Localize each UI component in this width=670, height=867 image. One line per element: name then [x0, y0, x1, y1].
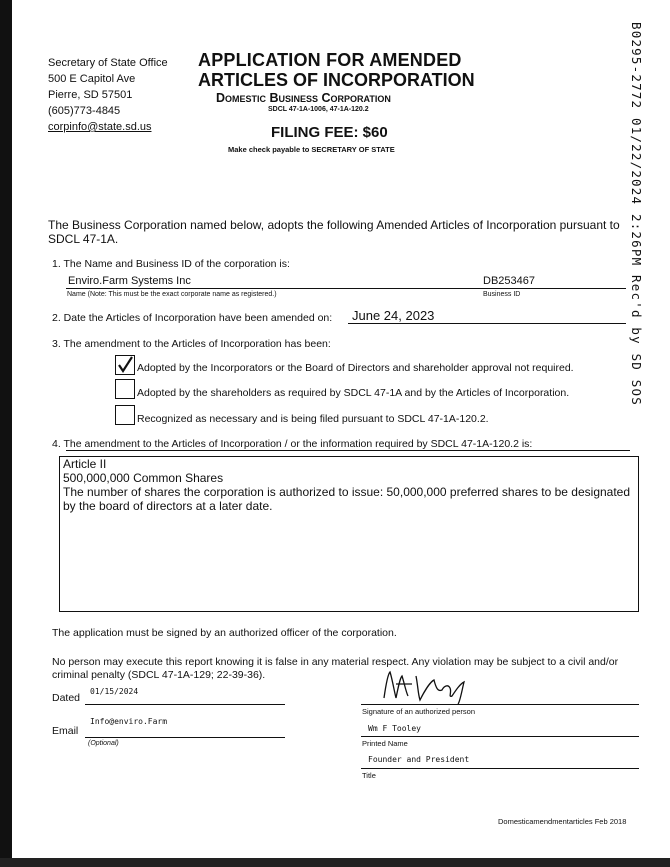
- item3-label: 3. The amendment to the Articles of Incorporation has been:: [52, 338, 331, 350]
- office-street: 500 E Capitol Ave: [48, 73, 136, 85]
- payable-note: Make check payable to SECRETARY OF STATE: [228, 145, 395, 154]
- business-id-caption: Business ID: [483, 291, 521, 298]
- penalty-text: No person may execute this report knowing it is false in any material respect. Any violation may be subject to a civil and/or criminal penalty (SDCL 47-1A-129; 22-39-36).: [52, 656, 619, 681]
- email-field[interactable]: Info@enviro.Farm: [90, 717, 168, 726]
- scan-bottom-edge: [0, 858, 670, 867]
- amendment-line1: Article II: [63, 457, 107, 471]
- item4-underline: [66, 450, 630, 451]
- intro-text: The Business Corporation named below, adopts the following Amended Articles of Incorporation pursuant to SDCL 47-1A.: [48, 218, 620, 246]
- corp-name-caption: Name (Note: This must be the exact corporate name as registered.): [67, 291, 277, 298]
- printed-name-underline: [361, 736, 639, 737]
- email-label: Email: [52, 725, 79, 737]
- form-footer: Domesticamendmentarticles Feb 2018: [498, 817, 627, 826]
- option3-checkbox[interactable]: [115, 405, 135, 425]
- dated-label: Dated: [52, 692, 81, 704]
- printed-name-field[interactable]: Wm F Tooley: [368, 724, 421, 733]
- office-name: Secretary of State Office: [48, 57, 168, 69]
- item1-underline: [66, 288, 626, 289]
- corp-name-field[interactable]: Enviro.Farm Systems Inc: [68, 275, 191, 287]
- office-phone: (605)773-4845: [48, 105, 121, 117]
- printed-name-caption: Printed Name: [362, 739, 408, 748]
- option1-checkbox[interactable]: [115, 355, 135, 375]
- dated-field[interactable]: 01/15/2024: [90, 687, 139, 696]
- option3-label: Recognized as necessary and is being filed pursuant to SDCL 47-1A-120.2.: [137, 413, 489, 425]
- email-caption: (Optional): [88, 740, 119, 747]
- item1-label: 1. The Name and Business ID of the corporation is:: [52, 258, 290, 270]
- business-id-field[interactable]: DB253467: [483, 275, 535, 287]
- amended-date-field[interactable]: June 24, 2023: [352, 308, 435, 323]
- sign-note: The application must be signed by an authorized officer of the corporation.: [52, 627, 397, 639]
- received-stamp: B0295-2772 01/22/2024 2:26PM Rec'd by SD SOS: [629, 22, 644, 406]
- title-field[interactable]: Founder and President: [368, 755, 470, 764]
- form-title-line2: ARTICLES OF INCORPORATION: [198, 70, 475, 90]
- office-city: Pierre, SD 57501: [48, 89, 133, 101]
- title-caption: Title: [362, 771, 376, 780]
- title-underline: [361, 768, 639, 769]
- form-title-line1: APPLICATION FOR AMENDED: [198, 50, 462, 70]
- option2-checkbox[interactable]: [115, 379, 135, 399]
- option1-label: Adopted by the Incorporators or the Board of Directors and shareholder approval not required.: [137, 362, 574, 374]
- signature-underline: [361, 704, 639, 705]
- scan-left-edge: [0, 0, 12, 867]
- form-subtitle: Domestic Business Corporation: [216, 91, 391, 105]
- item2-label: 2. Date the Articles of Incorporation have been amended on:: [52, 312, 333, 324]
- item4-label: 4. The amendment to the Articles of Incorporation / or the information required by SDCL 47-1A-120.2 is:: [52, 438, 533, 450]
- amendment-line3: The number of shares the corporation is authorized to issue: 50,000,000 preferred shares to be designated by the board of directors at a later date.: [63, 485, 631, 513]
- item2-underline: [348, 323, 626, 324]
- checkmark-icon: [116, 356, 134, 374]
- signature-caption: Signature of an authorized person: [362, 707, 475, 716]
- filing-fee: FILING FEE: $60: [271, 124, 388, 141]
- amendment-textbox[interactable]: [59, 456, 639, 612]
- office-address: [48, 55, 168, 135]
- dated-underline: [85, 704, 285, 705]
- form-statute: SDCL 47-1A-1006, 47-1A-120.2: [268, 106, 369, 113]
- amendment-line2: 500,000,000 Common Shares: [63, 471, 224, 485]
- office-email-link[interactable]: corpinfo@state.sd.us: [48, 121, 152, 133]
- signature-mark: [378, 668, 478, 706]
- option2-label: Adopted by the shareholders as required by SDCL 47-1A and by the Articles of Incorporation.: [137, 387, 570, 399]
- email-underline: [85, 737, 285, 738]
